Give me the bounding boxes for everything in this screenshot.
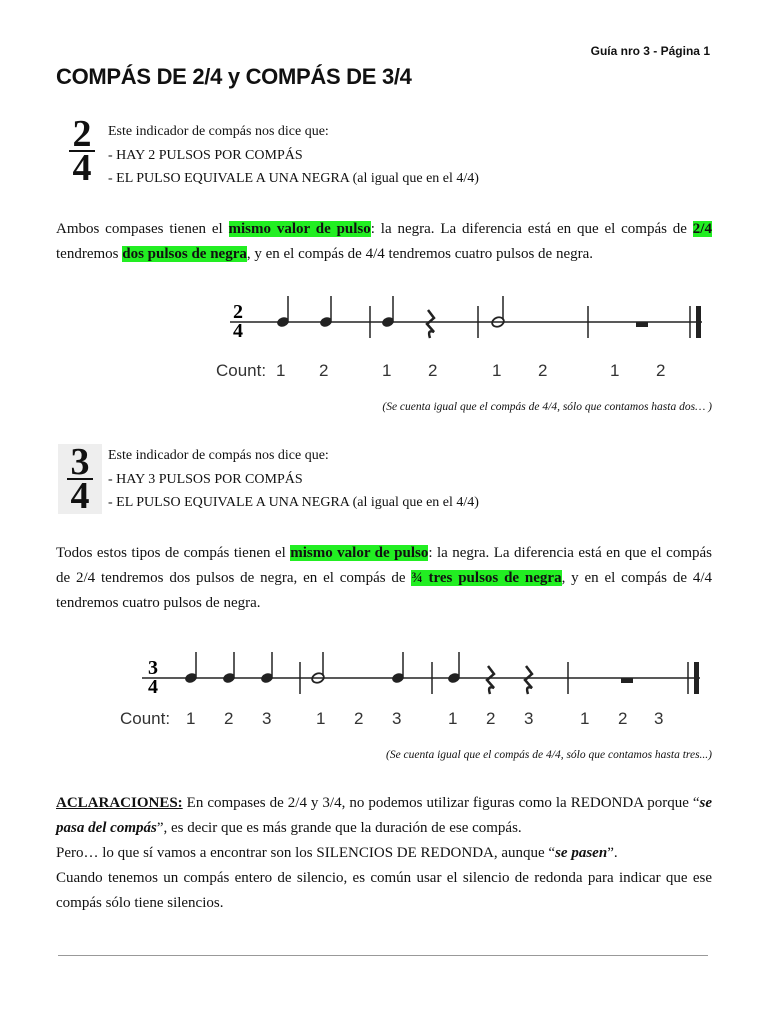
info-line: Este indicador de compás nos dice que: xyxy=(108,448,329,463)
staff-ts-top: 3 xyxy=(148,657,158,679)
ts-top: 2 xyxy=(72,113,92,155)
count: 3 xyxy=(392,709,402,728)
count: 2 xyxy=(656,361,666,380)
staff-ts-top: 2 xyxy=(233,301,243,323)
count: 1 xyxy=(448,709,458,728)
count: 1 xyxy=(276,361,286,380)
info-line: - EL PULSO EQUIVALE A UNA NEGRA (al igual que en el 4/4) xyxy=(108,171,479,186)
highlight: dos pulsos de negra xyxy=(122,246,247,262)
count: 2 xyxy=(224,709,234,728)
ts-bottom: 4 xyxy=(72,147,92,189)
count: 2 xyxy=(538,361,548,380)
paragraph-2-4: Ambos compases tienen el mismo valor de pulso: la negra. La diferencia está en que el compás de 2/4 tendremos dos pulsos de negra, y en el compás de 4/4 tendremos cuatro pulsos de negra. xyxy=(56,221,712,262)
count: 1 xyxy=(382,361,392,380)
info-line: - HAY 3 PULSOS POR COMPÁS xyxy=(108,471,303,487)
page-label: Guía nro 3 - Página 1 xyxy=(590,44,710,58)
info-line: Este indicador de compás nos dice que: xyxy=(108,124,329,139)
page-title: COMPÁS DE 2/4 y COMPÁS DE 3/4 xyxy=(56,64,412,89)
count: 1 xyxy=(610,361,620,380)
note-2-4: (Se cuenta igual que el compás de 4/4, sólo que contamos hasta dos… ) xyxy=(382,401,712,413)
time-signature-3-4-icon xyxy=(58,441,102,517)
ts-top: 3 xyxy=(70,441,90,483)
info-line: - HAY 2 PULSOS POR COMPÁS xyxy=(108,147,303,163)
note-3-4: (Se cuenta igual que el compás de 4/4, sólo que contamos hasta tres...) xyxy=(386,749,712,761)
count-label: Count: xyxy=(216,361,267,380)
bottom-divider xyxy=(58,955,708,956)
info-block-2-4 xyxy=(108,120,479,191)
highlight: mismo valor de pulso xyxy=(290,545,429,561)
count: 2 xyxy=(486,709,496,728)
rhythm-staff-2-4 xyxy=(210,292,710,392)
aclaraciones-paragraph: ACLARACIONES: En compases de 2/4 y 3/4, no podemos utilizar figuras como la REDONDA porque “se pasa del compás”, es decir que es más grande que la duración de ese compás. Pero… lo que sí vamos a encontrar son los SILENCIOS DE REDONDA, aunque “se pasen”. Cuando tenemos un compás entero de silencio, es común usar el silencio de redonda para indicar que ese compás sólo tiene silencios. xyxy=(56,795,712,911)
count: 1 xyxy=(580,709,590,728)
highlight: 2/4 xyxy=(692,221,712,237)
staff-ts-bottom: 4 xyxy=(148,676,158,698)
highlight: mismo valor de pulso xyxy=(228,221,371,237)
rhythm-staff-3-4 xyxy=(120,648,714,738)
info-line: - EL PULSO EQUIVALE A UNA NEGRA (al igual que en el 4/4) xyxy=(108,495,479,510)
count: 2 xyxy=(618,709,628,728)
highlight: ¾ tres pulsos de negra xyxy=(411,570,562,586)
aclaraciones-label: ACLARACIONES: xyxy=(56,795,183,811)
paragraph-3-4: Todos estos tipos de compás tienen el mismo valor de pulso: la negra. La diferencia está en que el compás de 2/4 tendremos dos pulsos de negra, en el compás de ¾ tres pulsos de negra, y en el compás de 4/4 tendremos cuatro pulsos de negra. xyxy=(56,545,712,611)
ts-bottom: 4 xyxy=(70,475,90,517)
count: 1 xyxy=(492,361,502,380)
info-block-3-4 xyxy=(108,444,479,515)
count: 3 xyxy=(524,709,534,728)
count-label: Count: xyxy=(120,709,171,728)
count: 2 xyxy=(319,361,329,380)
count: 1 xyxy=(316,709,326,728)
time-signature-2-4-icon xyxy=(62,113,102,189)
count: 2 xyxy=(354,709,364,728)
count: 3 xyxy=(654,709,664,728)
count: 2 xyxy=(428,361,438,380)
count: 3 xyxy=(262,709,272,728)
staff-ts-bottom: 4 xyxy=(233,320,243,342)
count: 1 xyxy=(186,709,196,728)
